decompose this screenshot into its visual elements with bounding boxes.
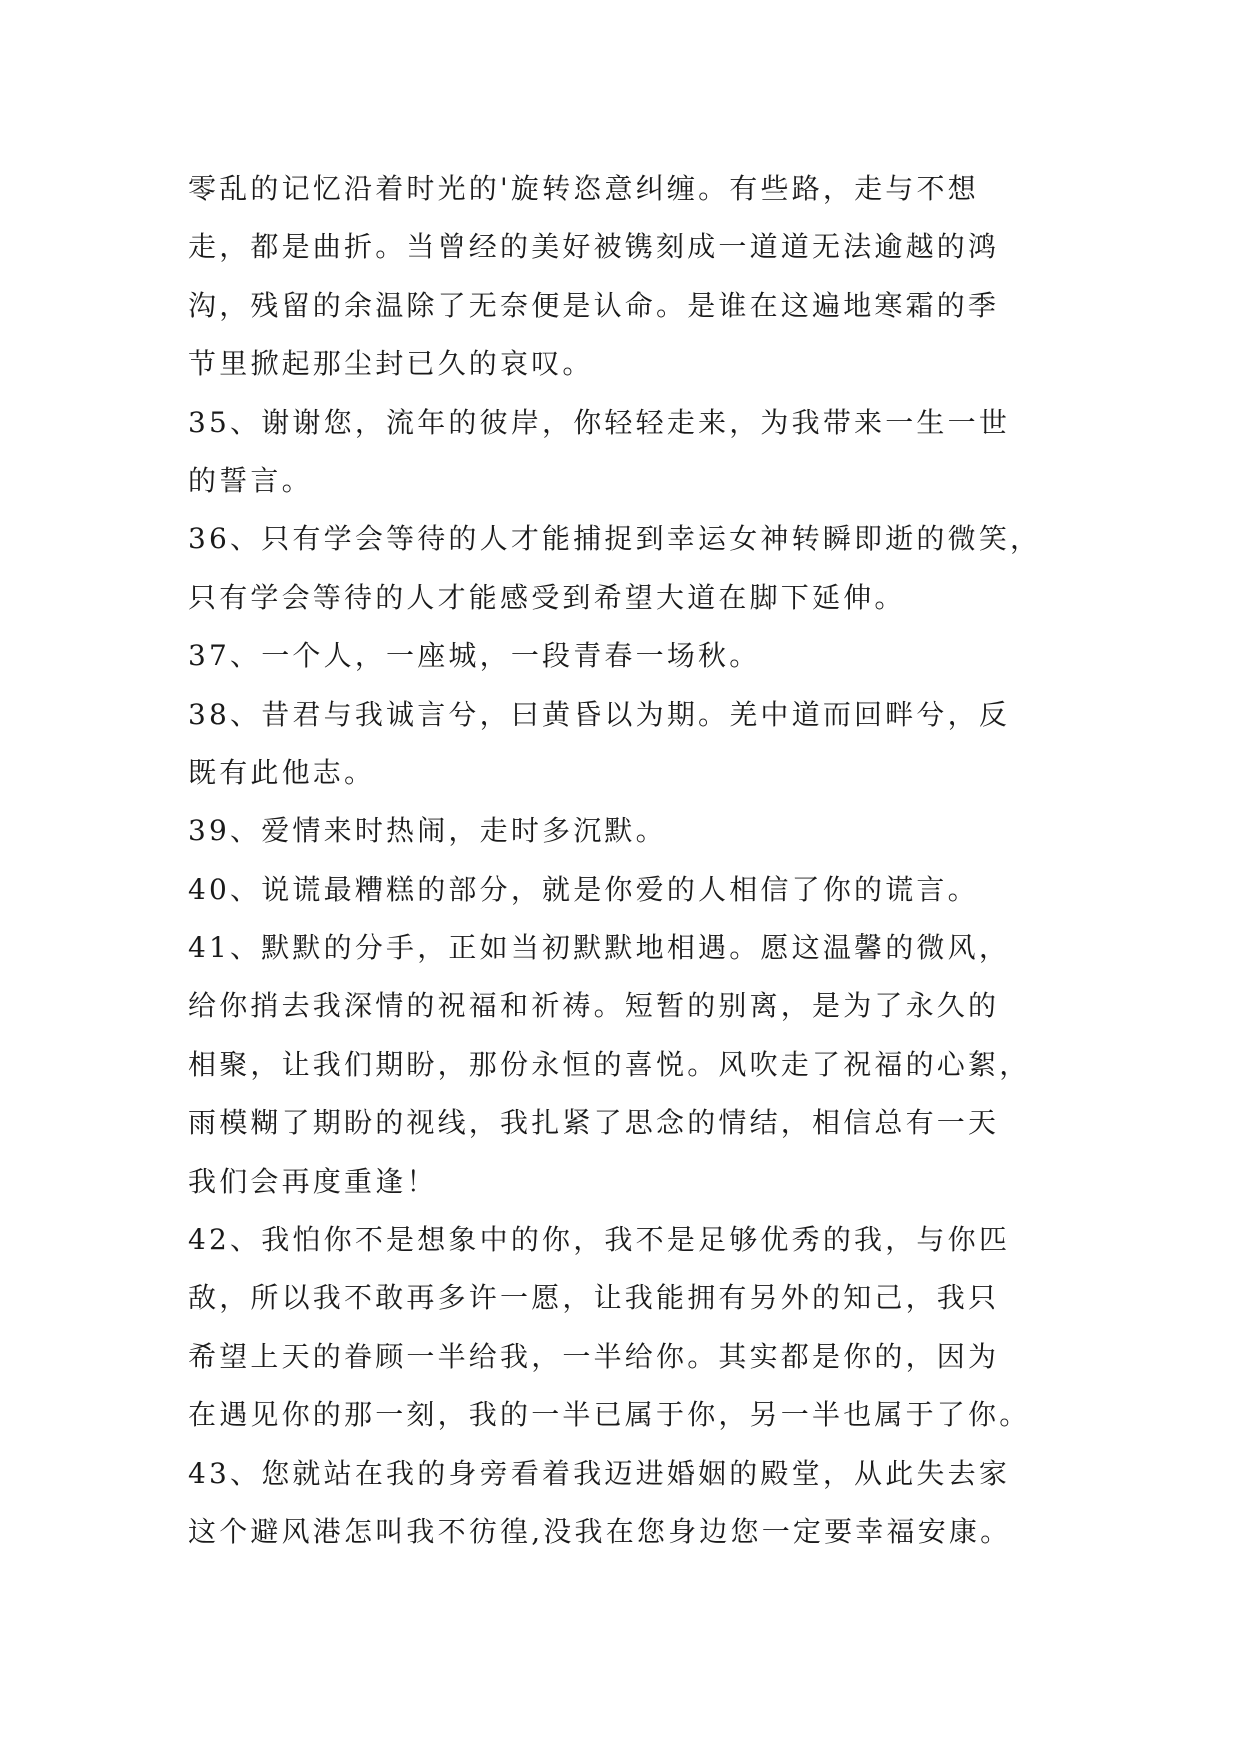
text-line: 39、爱情来时热闹，走时多沉默。 bbox=[188, 814, 667, 848]
text-line: 相聚，让我们期盼，那份永恒的喜悦。风吹走了祝福的心絮， bbox=[188, 1047, 1031, 1081]
text-line: 既有此他志。 bbox=[188, 755, 376, 789]
text-line: 在遇见你的那一刻，我的一半已属于你，另一半也属于了你。 bbox=[188, 1398, 1031, 1432]
text-line: 希望上天的眷顾一半给我，一半给你。其实都是你的，因为 bbox=[188, 1339, 1000, 1373]
text-line: 40、说谎最糟糕的部分，就是你爱的人相信了你的谎言。 bbox=[188, 872, 979, 906]
text-line: 走，都是曲折。当曾经的美好被镌刻成一道道无法逾越的鸿 bbox=[188, 230, 1000, 264]
document-body bbox=[188, 160, 1068, 1561]
text-line: 给你捎去我深情的祝福和祈祷。短暂的别离，是为了永久的 bbox=[188, 989, 1000, 1023]
text-line: 42、我怕你不是想象中的你，我不是足够优秀的我，与你匹 bbox=[188, 1223, 1011, 1257]
text-line: 43、您就站在我的身旁看着我迈进婚姻的殿堂，从此失去家 bbox=[188, 1456, 1011, 1490]
text-line: 35、谢谢您，流年的彼岸，你轻轻走来，为我带来一生一世 bbox=[188, 405, 1011, 439]
text-line: 零乱的记忆沿着时光的'旋转恣意纠缠。有些路，走与不想 bbox=[188, 172, 979, 205]
text-line: 的誓言。 bbox=[188, 463, 313, 497]
text-line: 节里掀起那尘封已久的哀叹。 bbox=[188, 347, 594, 381]
text-line: 只有学会等待的人才能感受到希望大道在脚下延伸。 bbox=[188, 580, 906, 614]
text-line: 38、昔君与我诚言兮，曰黄昏以为期。羌中道而回畔兮，反 bbox=[188, 697, 1011, 731]
text-line: 37、一个人，一座城，一段青春一场秋。 bbox=[188, 639, 761, 673]
text-line: 沟，残留的余温除了无奈便是认命。是谁在这遍地寒霜的季 bbox=[188, 288, 1000, 322]
text-line: 这个避风港怎叫我不彷徨,没我在您身边您一定要幸福安康。 bbox=[188, 1514, 1012, 1548]
text-line: 我们会再度重逢！ bbox=[188, 1164, 438, 1198]
text-line: 41、默默的分手，正如当初默默地相遇。愿这温馨的微风， bbox=[188, 931, 1011, 965]
text-line: 敌，所以我不敢再多许一愿，让我能拥有另外的知己，我只 bbox=[188, 1281, 1000, 1315]
text-line: 雨模糊了期盼的视线，我扎紧了思念的情结，相信总有一天 bbox=[188, 1106, 1000, 1140]
text-line: 36、只有学会等待的人才能捕捉到幸运女神转瞬即逝的微笑， bbox=[188, 522, 1042, 556]
